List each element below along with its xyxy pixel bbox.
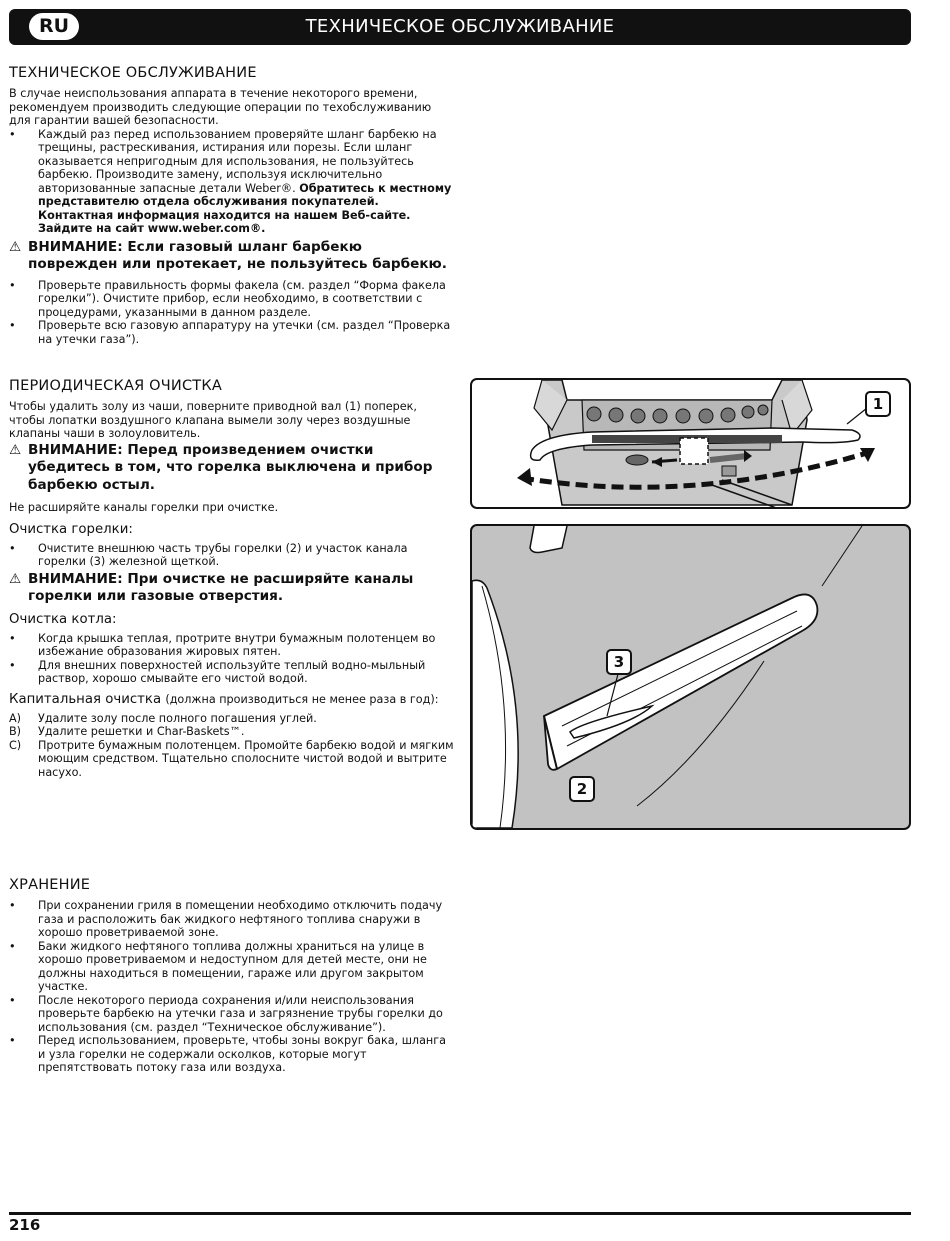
warning-text: ВНИМАНИЕ: Перед произведением очистки убедитесь в том, что горелка выключена и прибор барбекю остыл. [28,441,433,493]
list-item [9,128,454,236]
cleaning-note: Не расширяйте каналы горелки при очистке. [9,501,279,514]
footer-divider [9,1212,911,1215]
step-text: Удалите решетки и Char-Baskets™. [38,725,245,738]
burner-tube-illustration [472,526,909,828]
bullet-bold-text: Обратитесь к местному представителю отдела обслуживания покупателей. Контактная информация находится на нашем Веб-сайте. Зайдите на сайт www.weber.com®. [38,181,452,235]
ash-sweep-illustration [472,380,909,507]
figure-ash-sweep [470,378,911,509]
warning-text: ВНИМАНИЕ: При очистке не расширяйте каналы горелки или газовые отверстия. [28,570,414,604]
step-mark: B) [9,725,22,738]
warning-icon: ⚠ [9,441,22,458]
capital-title: Капитальная очистка [9,691,162,707]
callout-1: 1 [865,391,891,417]
step-text: Протрите бумажным полотенцем. Промойте барбекю водой и мягким моющим средством. Тщательно сполосните чистой водой и вытрите насухо. [38,738,454,779]
list-item: • При сохранении гриля в помещении необходимо отключить подачу газа и расположить бак жидкого нефтяного топлива снаружи в хорошо проветриваемой зоне. [9,899,454,940]
burner-subtitle: Очистка горелки: [9,521,133,537]
step-text: Удалите золу после полного погашения углей. [38,711,317,725]
storage-section [9,876,454,1075]
list-item: • Когда крышка теплая, протрите внутри бумажным полотенцем во избежание образования жировых пятен. [9,632,454,659]
list-item: • Баки жидкого нефтяного топлива должны храниться на улице в хорошо проветриваемом и недоступном для детей месте, они не должны находиться в помещении, гараже или другом закрытом участке. [9,940,454,994]
warning-hose [9,239,454,274]
cleaning-section [9,377,454,779]
warning-burner-off [9,442,454,495]
capital-subtitle [9,691,454,708]
cleaning-title: ПЕРИОДИЧЕСКАЯ ОЧИСТКА [9,378,222,394]
warning-icon: ⚠ [9,570,22,587]
callout-3: 3 [606,649,632,675]
bullet-text: Каждый раз перед использованием проверяйте шланг барбекю на трещины, растрескивания, истирания или порезы. Если шланг оказывается непригодным для использования, не пользуйтесь барбекю. Производите замену, используя исключительно авторизованные запасные детали Weber®. [38,127,437,195]
list-item [9,739,454,780]
header-title: ТЕХНИЧЕСКОЕ ОБСЛУЖИВАНИЕ [305,16,615,37]
list-item: • Проверьте правильность формы факела (см. раздел “Форма факела горелки”). Очистите прибор, если необходимо, в соответствии с процедурами, указанными в данном разделе. [9,279,454,320]
list-item [9,712,454,726]
page-number: 216 [9,1216,41,1234]
list-item: • Перед использованием, проверьте, чтобы зоны вокруг бака, шланга и узла горелки не содержали осколков, которые могут препятствовать потоку газа или воздуха. [9,1034,454,1075]
warning-icon: ⚠ [9,238,22,255]
bowl-subtitle: Очистка котла: [9,611,117,627]
step-mark: C) [9,738,22,752]
header-bar [9,9,911,45]
step-mark: A) [9,711,22,725]
warning-ports [9,571,454,606]
list-item: • Очистите внешнюю часть трубы горелки (2) и участок канала горелки (3) железной щеткой. [9,542,454,569]
figure-burner-tube [470,524,911,830]
cleaning-intro: Чтобы удалить золу из чаши, поверните приводной вал (1) поперек, чтобы лопатки воздушного клапана вымели золу через воздушные клапаны чаши в золоуловитель. [9,400,417,440]
maintenance-title: ТЕХНИЧЕСКОЕ ОБСЛУЖИВАНИЕ [9,65,257,81]
list-item: • Для внешних поверхностей используйте теплый водно-мыльный раствор, хорошо смывайте его чистой водой. [9,659,454,686]
callout-2: 2 [569,776,595,802]
maintenance-intro: В случае неиспользования аппарата в течение некоторого времени, рекомендуем производить следующие операции по техобслуживанию для гарантии вашей безопасности. [9,87,432,127]
list-item: • Проверьте всю газовую аппаратуру на утечки (см. раздел “Проверка на утечки газа”). [9,319,454,346]
list-item: • После некоторого периода сохранения и/или неиспользования проверьте барбекю на утечки газа и загрязнение трубы горелки до использования (см. раздел “Техническое обслуживание”). [9,994,454,1035]
language-badge: RU [29,13,79,40]
capital-note: (должна производиться не менее раза в год): [165,692,439,706]
maintenance-section [9,64,454,346]
storage-title: ХРАНЕНИЕ [9,877,91,893]
warning-text: ВНИМАНИЕ: Если газовый шланг барбекю поврежден или протекает, не пользуйтесь барбекю. [28,238,447,272]
list-item [9,725,454,739]
